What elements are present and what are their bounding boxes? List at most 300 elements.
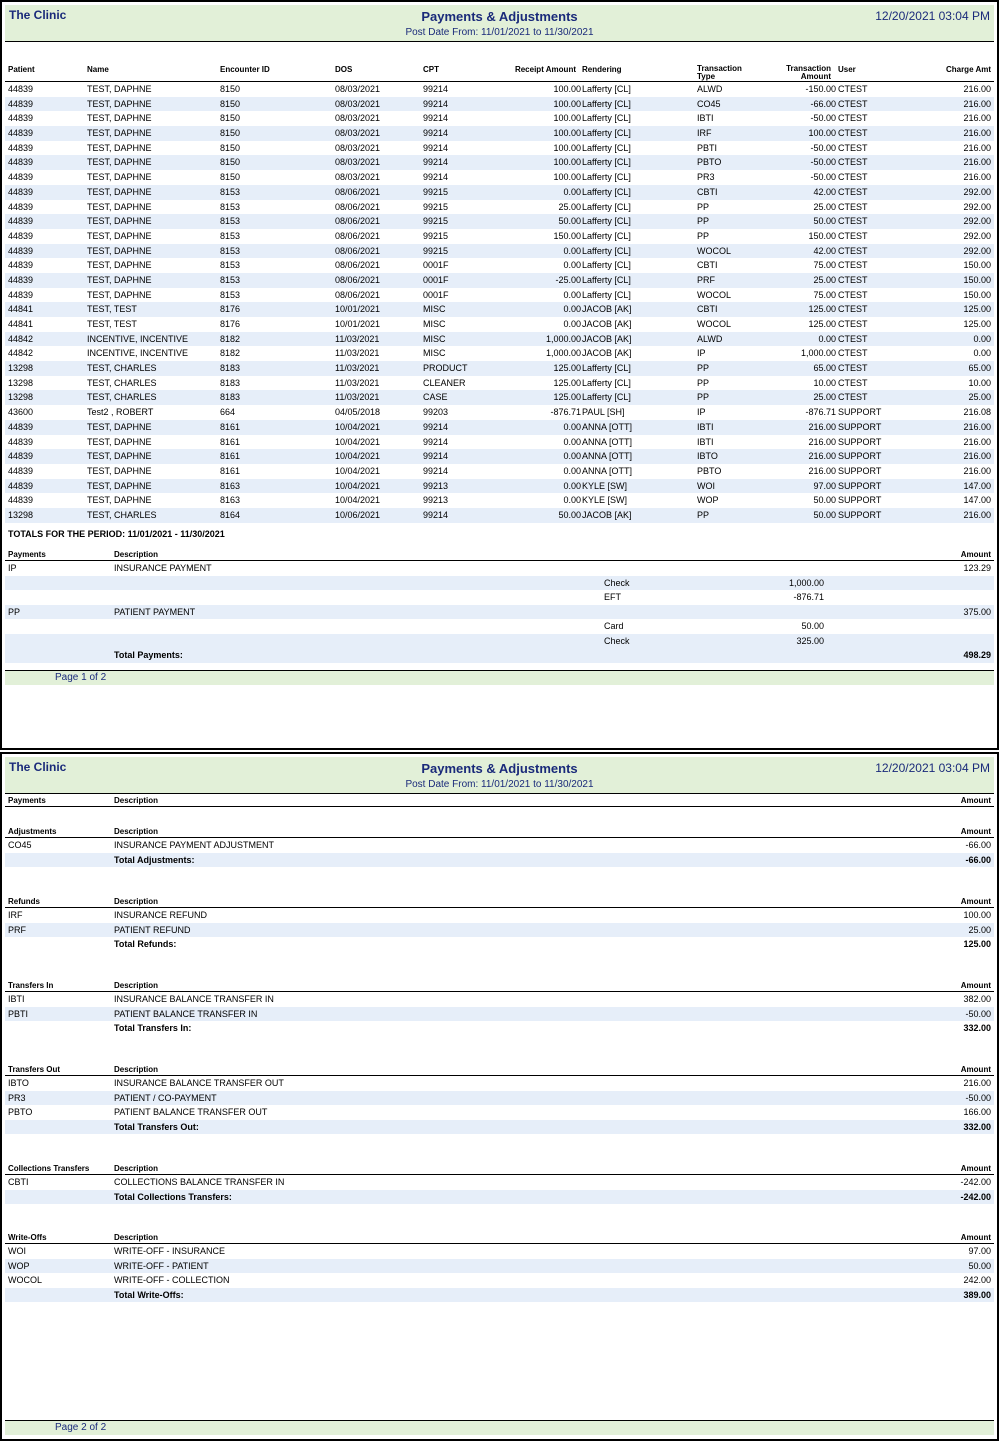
col-name: Name [87,65,109,74]
cell-rendering: Lafferty [CL] [582,289,631,300]
cell-charge: 25.00 [968,392,991,403]
cell-dos: 08/06/2021 [335,186,381,197]
section-title: Adjustments [8,827,57,836]
payment-line [5,605,994,620]
cell-trans-type: IP [697,407,706,418]
line-code: WOI [8,1246,26,1256]
cell-receipt: 0.00 [563,319,581,329]
table-row [5,258,994,273]
table-row [5,508,994,523]
line-description: PATIENT BALANCE TRANSFER OUT [114,1107,268,1117]
cell-patient: 44839 [8,436,34,447]
line-amount: 50.00 [968,1260,991,1271]
cell-cpt: MISC [423,319,446,329]
cell-dos: 08/03/2021 [335,142,381,153]
cell-rendering: ANNA [OTT] [582,436,633,447]
cell-dos: 10/04/2021 [335,421,381,432]
line-amount: -242.00 [960,1177,991,1187]
cell-rendering: Lafferty [CL] [582,113,631,124]
cell-receipt: 100.00 [553,172,581,183]
col-encounter: Encounter ID [220,65,270,74]
cell-patient: 44839 [8,260,34,271]
cell-user: SUPPORT [838,509,882,520]
cell-receipt: 0.00 [563,186,581,197]
cell-rendering: Lafferty [CL] [582,186,631,197]
cell-trans-amount: 150.00 [808,230,836,241]
cell-cpt: 99215 [423,201,449,212]
table-row [5,170,994,185]
col-trans-type-1: Transaction [697,64,742,73]
cell-user: CTEST [838,84,868,94]
cell-trans-type: WOI [697,480,715,491]
line-code: PR3 [8,1092,26,1103]
table-row [5,435,994,450]
table-row [5,82,994,97]
cell-cpt: 99215 [423,245,449,256]
section-line [5,1076,994,1091]
cell-cpt: CLEANER [423,377,466,388]
cell-encounter: 8150 [220,128,241,139]
cell-user: CTEST [838,201,868,212]
cell-trans-amount: 216.00 [808,451,836,462]
section-desc-head: Description [114,827,159,836]
cell-trans-type: PBTO [697,465,722,476]
cell-rendering: Lafferty [CL] [582,128,631,139]
table-row [5,229,994,244]
cell-dos: 08/06/2021 [335,274,381,285]
cell-dos: 11/03/2021 [335,363,380,374]
cell-rendering: Lafferty [CL] [582,245,631,256]
cell-dos: 10/01/2021 [335,319,381,329]
cell-trans-type: PP [697,216,710,227]
section-total-row [5,937,994,952]
payment-method: Card [604,621,624,631]
cell-cpt: 99214 [423,451,449,462]
cell-dos: 08/03/2021 [335,157,381,168]
cell-user: CTEST [838,392,868,403]
section-line [5,1244,994,1259]
cell-receipt: 25.00 [558,201,581,212]
cell-trans-amount: -66.00 [810,98,836,109]
cell-name: TEST, DAPHNE [87,289,152,300]
payments-continued-header [5,795,994,807]
cell-encounter: 8153 [220,260,241,271]
cell-encounter: 8161 [220,436,241,447]
payments-continued [5,795,994,807]
section-header [5,826,994,838]
cell-encounter: 8153 [220,201,241,212]
cell-cpt: 99214 [423,172,449,183]
cell-rendering: Lafferty [CL] [582,84,631,94]
cell-receipt: 100.00 [553,142,581,153]
cell-user: CTEST [838,363,868,374]
line-amount: -50.00 [965,1008,991,1019]
cell-cpt: 99214 [423,113,449,124]
cell-charge: 216.00 [963,98,991,109]
cell-charge: 216.00 [963,436,991,447]
cell-receipt: 100.00 [553,98,581,109]
section-amount-head: Amount [960,1233,991,1242]
cell-patient: 44839 [8,480,34,491]
cell-patient: 44839 [8,245,34,256]
col-charge: Charge Amt [945,65,991,74]
payment-line [5,561,994,576]
cell-dos: 08/03/2021 [335,128,381,139]
payment-line [5,619,994,634]
cell-trans-type: IRF [697,128,712,139]
table-row [5,332,994,347]
cell-charge: 216.00 [963,128,991,139]
col-receipt: Receipt Amount [514,65,576,74]
cell-dos: 10/06/2021 [335,509,381,520]
line-amount: 25.00 [968,924,991,935]
cell-name: INCENTIVE, INCENTIVE [87,333,189,344]
section-adj [5,826,994,867]
payments-total-value: 498.29 [963,650,991,660]
cell-trans-amount: 42.00 [813,186,836,197]
payment-line [5,634,994,649]
transactions-table [5,82,994,523]
cell-patient: 43600 [8,407,34,418]
section-total-value: 389.00 [963,1289,991,1300]
payment-code: IP [8,563,17,573]
cell-charge: 150.00 [963,274,991,285]
table-row [5,273,994,288]
payments-amt-head: Amount [960,550,991,559]
section-tout [5,1064,994,1134]
cell-name: TEST, DAPHNE [87,128,152,139]
cell-name: TEST, DAPHNE [87,172,152,183]
cell-user: CTEST [838,98,868,109]
cell-name: TEST, DAPHNE [87,230,152,241]
report-datetime: 12/20/2021 03:04 PM [875,9,990,23]
section-line [5,1105,994,1120]
table-row [5,420,994,435]
payment-method-amount: 325.00 [796,635,824,646]
line-description: COLLECTIONS BALANCE TRANSFER IN [114,1177,285,1187]
cell-receipt: 125.00 [553,377,581,388]
section-total-label: Total Collections Transfers: [114,1191,232,1202]
cell-receipt: 100.00 [553,84,581,94]
cell-user: CTEST [838,348,868,359]
cell-charge: 216.00 [963,509,991,520]
section-header [5,1163,994,1175]
cell-dos: 08/06/2021 [335,201,381,212]
line-code: IRF [8,910,23,920]
line-code: CBTI [8,1177,29,1187]
cell-trans-amount: 125.00 [808,319,836,329]
cell-encounter: 8163 [220,495,241,506]
cell-receipt: 50.00 [558,509,581,520]
cell-name: TEST, DAPHNE [87,495,152,506]
cell-charge: 147.00 [963,495,991,506]
cell-trans-type: WOCOL [697,319,732,329]
cell-trans-amount: 125.00 [808,304,836,315]
cell-cpt: 99214 [423,421,449,432]
cell-patient: 44839 [8,216,34,227]
cell-name: TEST, DAPHNE [87,274,152,285]
cell-encounter: 8153 [220,245,241,256]
cell-dos: 11/03/2021 [335,392,380,403]
line-amount: 100.00 [963,910,991,920]
table-row [5,111,994,126]
cell-name: TEST, DAPHNE [87,157,152,168]
line-code: WOP [8,1260,30,1271]
cell-cpt: MISC [423,348,446,359]
cell-rendering: Lafferty [CL] [582,230,631,241]
cell-trans-amount: 42.00 [813,245,836,256]
cell-trans-type: ALWD [697,333,723,344]
cell-patient: 44839 [8,128,34,139]
payment-method: Check [604,635,630,646]
report-header [5,5,994,42]
cell-cpt: 99215 [423,216,449,227]
report-header [5,757,994,794]
cell-name: TEST, DAPHNE [87,142,152,153]
cell-receipt: 100.00 [553,128,581,139]
cell-charge: 216.00 [963,84,991,94]
payments-head: Payments [8,550,46,559]
cell-user: SUPPORT [838,451,882,462]
cell-trans-amount: 75.00 [813,289,836,300]
section-title: Transfers Out [8,1065,61,1074]
cell-encounter: 8183 [220,377,241,388]
table-row [5,214,994,229]
payments-total-label: Total Payments: [114,650,183,660]
cell-rendering: Lafferty [CL] [582,157,631,168]
cell-patient: 13298 [8,509,34,520]
cell-charge: 216.00 [963,142,991,153]
cell-rendering: JACOB [AK] [582,348,632,359]
section-line [5,838,994,853]
col-user: User [838,65,856,74]
cell-rendering: KYLE [SW] [582,495,628,506]
cell-user: CTEST [838,319,868,329]
section-desc-head: Description [114,981,159,990]
cell-charge: 216.08 [963,407,991,418]
section-total-label: Total Refunds: [114,939,177,949]
payments-head: Payments [8,796,46,805]
cell-charge: 65.00 [968,363,991,374]
section-total-label: Total Adjustments: [114,854,195,865]
cell-receipt: 1,000.00 [545,333,581,344]
cell-trans-type: PBTI [697,142,718,153]
section-amount-head: Amount [960,897,991,906]
cell-name: TEST, TEST [87,319,137,329]
cell-user: CTEST [838,260,868,271]
cell-cpt: 0001F [423,289,449,300]
cell-dos: 08/03/2021 [335,84,381,94]
cell-user: SUPPORT [838,480,882,491]
col-cpt: CPT [423,65,439,74]
cell-rendering: JACOB [AK] [582,509,632,520]
cell-name: TEST, DAPHNE [87,84,152,94]
payment-line [5,576,994,591]
cell-charge: 216.00 [963,465,991,476]
cell-patient: 44839 [8,142,34,153]
cell-charge: 292.00 [963,201,991,212]
payments-desc-head: Description [114,796,159,805]
section-amount-head: Amount [960,1065,991,1074]
cell-trans-type: PP [697,377,710,388]
cell-rendering: PAUL [SH] [582,407,625,418]
section-amount-head: Amount [960,1164,991,1173]
cell-encounter: 8161 [220,421,241,432]
section-title: Collections Transfers [8,1164,90,1173]
payment-description: INSURANCE PAYMENT [114,563,212,573]
cell-receipt: 0.00 [563,245,581,256]
cell-cpt: MISC [423,304,446,315]
cell-trans-type: PP [697,230,710,241]
cell-name: TEST, DAPHNE [87,480,152,491]
line-code: CO45 [8,840,32,850]
cell-receipt: -876.71 [550,407,581,418]
cell-user: CTEST [838,377,868,388]
cell-encounter: 8153 [220,274,241,285]
cell-trans-type: PP [697,392,710,403]
cell-encounter: 8153 [220,186,241,197]
section-amount-head: Amount [960,981,991,990]
cell-trans-amount: 25.00 [813,392,836,403]
table-row [5,405,994,420]
cell-patient: 44839 [8,230,34,241]
cell-trans-type: IBTI [697,113,714,124]
table-row [5,185,994,200]
cell-receipt: 0.00 [563,495,581,506]
table-row [5,317,994,332]
cell-trans-amount: 0.00 [818,333,836,344]
section-desc-head: Description [114,1164,159,1173]
cell-user: CTEST [838,142,868,153]
report-title: Payments & Adjustments [421,9,578,24]
cell-dos: 10/04/2021 [335,465,381,476]
section-tin [5,980,994,1036]
table-row [5,464,994,479]
cell-cpt: 99214 [423,465,449,476]
section-total-label: Total Write-Offs: [114,1289,184,1300]
cell-cpt: 0001F [423,274,449,285]
cell-charge: 292.00 [963,186,991,197]
cell-cpt: 99215 [423,186,449,197]
cell-name: TEST, DAPHNE [87,260,152,271]
cell-rendering: JACOB [AK] [582,319,632,329]
table-column-headers [5,62,994,82]
cell-cpt: 99203 [423,407,449,418]
cell-receipt: 150.00 [553,230,581,241]
cell-patient: 13298 [8,392,34,403]
cell-dos: 10/04/2021 [335,495,381,506]
cell-encounter: 8153 [220,230,241,241]
cell-charge: 150.00 [963,289,991,300]
payments-total-row [5,648,994,663]
section-total-value: -242.00 [960,1191,991,1202]
cell-user: CTEST [838,216,868,227]
cell-charge: 150.00 [963,260,991,271]
cell-user: CTEST [838,304,868,315]
line-description: WRITE-OFF - INSURANCE [114,1246,225,1256]
cell-patient: 44842 [8,348,34,359]
cell-trans-amount: 50.00 [813,495,836,506]
cell-user: SUPPORT [838,495,882,506]
payments-summary-header [5,549,994,561]
section-desc-head: Description [114,1233,159,1242]
cell-dos: 11/03/2021 [335,377,380,388]
report-page-2 [0,752,999,1441]
cell-rendering: Lafferty [CL] [582,172,631,183]
section-total-row [5,1190,994,1205]
cell-trans-type: WOP [697,495,719,506]
cell-dos: 08/06/2021 [335,245,381,256]
cell-name: TEST, CHARLES [87,363,157,374]
cell-patient: 13298 [8,363,34,374]
cell-dos: 10/04/2021 [335,436,381,447]
cell-encounter: 8153 [220,216,241,227]
cell-encounter: 8176 [220,304,241,315]
cell-charge: 292.00 [963,216,991,227]
section-total-row [5,1288,994,1303]
cell-user: CTEST [838,157,868,168]
cell-patient: 44839 [8,172,34,183]
cell-dos: 11/03/2021 [335,348,380,359]
page-number: Page 1 of 2 [55,672,107,683]
cell-charge: 10.00 [968,377,991,388]
cell-name: TEST, DAPHNE [87,98,152,109]
section-desc-head: Description [114,1065,159,1074]
cell-charge: 125.00 [963,319,991,329]
section-header [5,1064,994,1076]
cell-name: Test2 , ROBERT [87,407,154,418]
cell-patient: 44842 [8,333,34,344]
cell-rendering: ANNA [OTT] [582,451,633,462]
cell-patient: 44839 [8,84,34,94]
cell-trans-amount: -50.00 [810,172,836,183]
cell-trans-type: IBTI [697,421,714,432]
cell-charge: 216.00 [963,157,991,168]
cell-rendering: ANNA [OTT] [582,465,633,476]
cell-cpt: 99214 [423,84,449,94]
line-description: INSURANCE REFUND [114,910,208,920]
line-amount: -50.00 [965,1092,991,1103]
cell-trans-amount: 50.00 [813,216,836,227]
cell-encounter: 8150 [220,157,241,168]
payment-amount: 375.00 [963,606,991,617]
table-row [5,97,994,112]
section-header [5,896,994,908]
cell-receipt: 100.00 [553,113,581,124]
table-row [5,141,994,156]
line-amount: 242.00 [963,1275,991,1285]
table-row [5,126,994,141]
cell-charge: 292.00 [963,230,991,241]
cell-patient: 44839 [8,289,34,300]
cell-trans-type: PBTO [697,157,722,168]
cell-rendering: Lafferty [CL] [582,377,631,388]
line-description: WRITE-OFF - COLLECTION [114,1275,230,1285]
cell-trans-type: PP [697,509,710,520]
section-total-label: Total Transfers In: [114,1023,192,1033]
payment-method-amount: -876.71 [793,592,824,602]
cell-patient: 44841 [8,319,34,329]
cell-cpt: 99214 [423,98,449,109]
cell-charge: 0.00 [973,333,991,344]
cell-name: INCENTIVE, INCENTIVE [87,348,189,359]
cell-trans-type: ALWD [697,84,723,94]
cell-name: TEST, DAPHNE [87,113,152,124]
report-datetime: 12/20/2021 03:04 PM [875,761,990,775]
cell-cpt: 99214 [423,436,449,447]
cell-rendering: KYLE [SW] [582,480,628,491]
payment-method-amount: 50.00 [801,621,824,631]
